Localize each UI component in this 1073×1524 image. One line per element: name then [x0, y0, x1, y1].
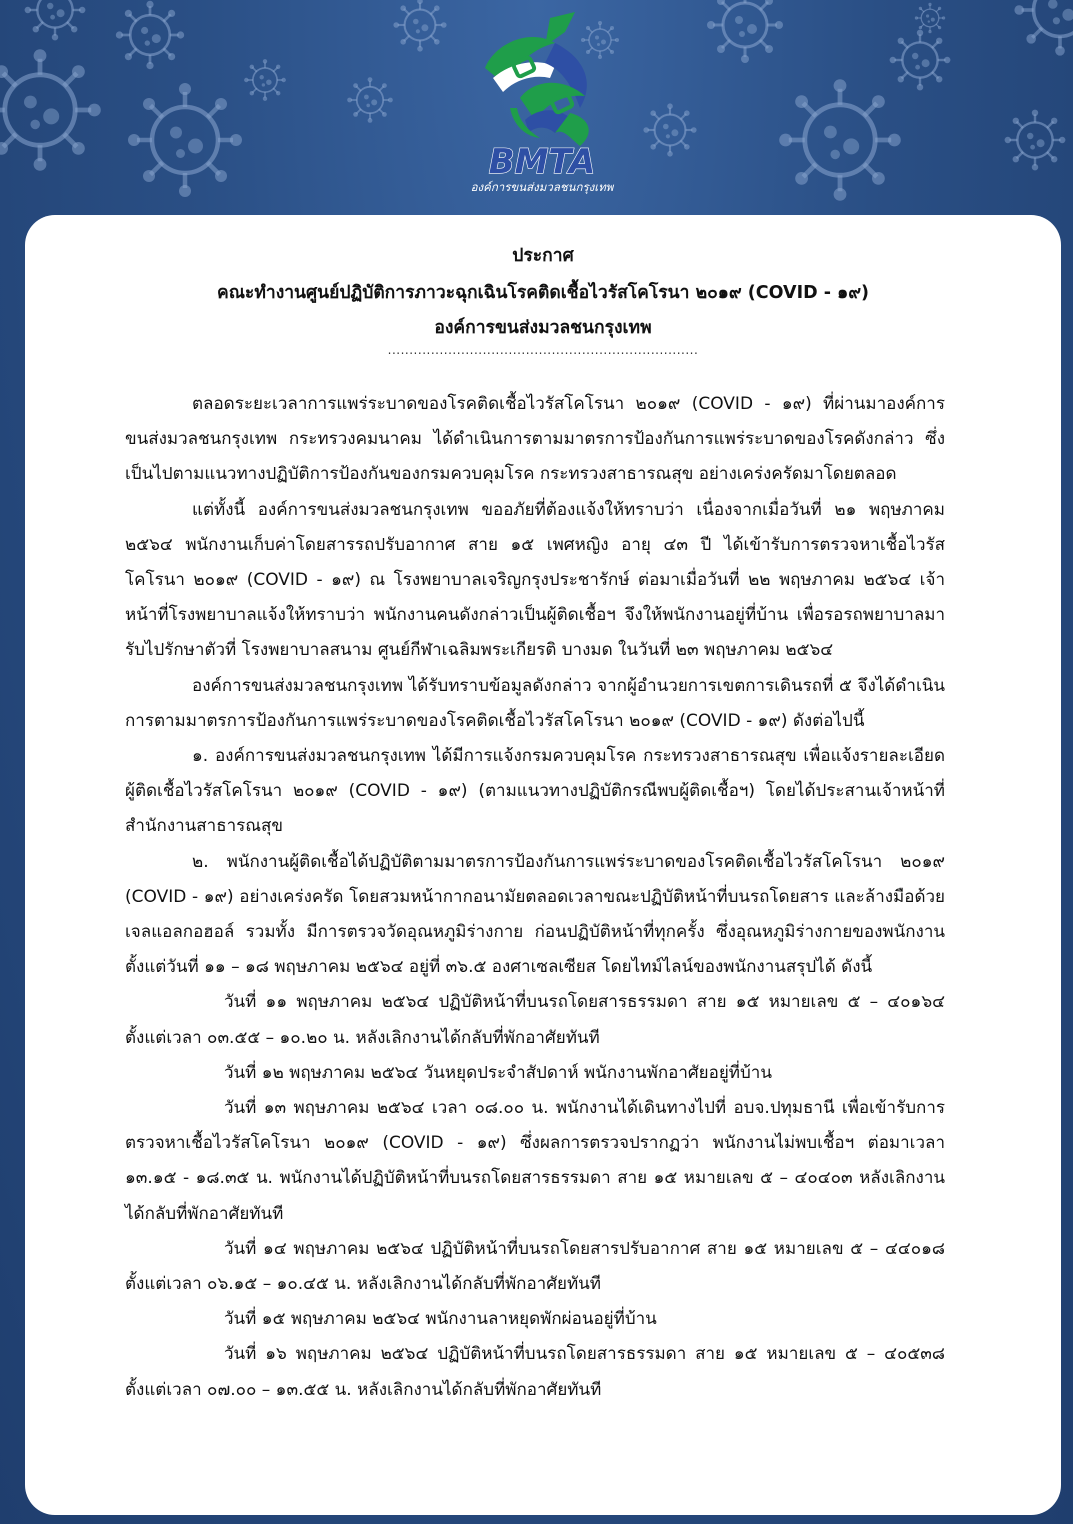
announcement-title: ประกาศ [512, 246, 574, 266]
bmta-logo-icon [455, 8, 630, 198]
timeline-item: วันที่ ๑๔ พฤษภาคม ๒๕๖๔ ปฏิบัติหน้าที่บนรถโดยสารปรับอากาศ สาย ๑๕ หมายเลข ๕ – ๔๔๐๑๘ ตั้งแต่เวลา ๐๖.๑๕ – ๑๐.๔๕ น. หลังเลิกงานได้กลับที่พักอาศัยทันที [125, 1238, 945, 1295]
paragraph: ๑. องค์การขนส่งมวลชนกรุงเทพ ได้มีการแจ้งกรมควบคุมโรค กระทรวงสาธารณสุข เพื่อแจ้งรายละเอียดผู้ติดเชื้อไวรัสโคโรนา ๒๐๑๙ (COVID - ๑๙) (ตามแนวทางปฏิบัติกรณีพบผู้ติดเชื้อฯ) โดยได้ประสานเจ้าหน้าที่สำนักงานสาธารณสุข [125, 746, 945, 837]
separator-line: ........................................................................ [387, 343, 699, 357]
paragraph: ตลอดระยะเวลาการแพร่ระบาดของโรคติดเชื้อไวรัสโคโรนา ๒๐๑๙ (COVID - ๑๙) ที่ผ่านมาองค์การขนส่งมวลชนกรุงเทพ กระทรวงคมนาคม ได้ดำเนินการตามมาตรการป้องกันการแพร่ระบาดของโรคดังกล่าว ซึ่งเป็นไปตามแนวทางปฏิบัติการป้องกันของกรมควบคุมโรค กระทรวงสาธารณสุข อย่างเคร่งครัดมาโดยตลอด [125, 394, 945, 485]
paragraph: องค์การขนส่งมวลชนกรุงเทพ ได้รับทราบข้อมูลดังกล่าว จากผู้อำนวยการเขตการเดินรถที่ ๕ จึงได้ดำเนินการตามมาตรการป้องกันการแพร่ระบาดของโรคติดเชื้อไวรัสโคโรนา ๒๐๑๙ (COVID - ๑๙) ดังต่อไปนี้ [125, 675, 945, 731]
timeline-item: วันที่ ๑๓ พฤษภาคม ๒๕๖๔ เวลา ๐๘.๐๐ น. พนักงานได้เดินทางไปที่ อบจ.ปทุมธานี เพื่อเข้ารับการตรวจหาเชื้อไวรัสโคโรนา ๒๐๑๙ (COVID - ๑๙) ซึ่งผลการตรวจปรากฏว่า พนักงานไม่พบเชื้อฯ ต่อมาเวลา ๑๓.๑๕ - ๑๘.๓๕ น. พนักงานได้ปฏิบัติหน้าที่บนรถโดยสารธรรมดา สาย ๑๕ หมายเลข ๕ – ๔๐๔๐๓ หลังเลิกงานได้กลับที่พักอาศัยทันที [125, 1098, 945, 1224]
timeline-item: วันที่ ๑๑ พฤษภาคม ๒๕๖๔ ปฏิบัติหน้าที่บนรถโดยสารธรรมดา สาย ๑๕ หมายเลข ๕ – ๔๐๑๖๔ ตั้งแต่เวลา ๐๓.๕๕ – ๑๐.๒๐ น. หลังเลิกงานได้กลับที่พักอาศัยทันที [125, 992, 945, 1048]
logo-subtitle: องค์การขนส่งมวลชนกรุงเทพ [470, 180, 614, 194]
logo-brand: BMTA [488, 142, 596, 182]
timeline-item: วันที่ ๑๒ พฤษภาคม ๒๕๖๔ วันหยุดประจำสัปดาห์ พนักงานพักอาศัยอยู่ที่บ้าน [224, 1062, 772, 1083]
timeline-item: วันที่ ๑๖ พฤษภาคม ๒๕๖๔ ปฏิบัติหน้าที่บนรถโดยสารธรรมดา สาย ๑๕ หมายเลข ๕ – ๔๐๕๓๘ ตั้งแต่เวลา ๐๗.๐๐ – ๑๓.๕๕ น. หลังเลิกงานได้กลับที่พักอาศัยทันที [125, 1344, 945, 1400]
announcement-subtitle: คณะทำงานศูนย์ปฏิบัติการภาวะฉุกเฉินโรคติดเชื้อไวรัสโคโรนา ๒๐๑๙ (COVID - ๑๙) [216, 283, 870, 303]
announcement-body [125, 387, 945, 1408]
bmta-logo [455, 8, 630, 198]
timeline-item: วันที่ ๑๕ พฤษภาคม ๒๕๖๔ พนักงานลาหยุดพักผ่อนอยู่ที่บ้าน [224, 1309, 657, 1330]
announcement-card [25, 215, 1061, 1515]
paragraph: ๒. พนักงานผู้ติดเชื้อได้ปฏิบัติตามมาตรการป้องกันการแพร่ระบาดของโรคติดเชื้อไวรัสโคโรนา ๒๐๑๙ (COVID - ๑๙) อย่างเคร่งครัด โดยสวมหน้ากากอนามัยตลอดเวลาขณะปฏิบัติหน้าที่บนรถโดยสาร และล้างมือด้วยเจลแอลกอฮอล์ รวมทั้ง มีการตรวจวัดอุณหภูมิร่างกาย ก่อนปฏิบัติหน้าที่ทุกครั้ง ซึ่งอุณหภูมิร่างกายของพนักงาน ตั้งแต่วันที่ ๑๑ – ๑๘ พฤษภาคม ๒๕๖๔ อยู่ที่ ๓๖.๕ องศาเซลเซียส โดยไทม์ไลน์ของพนักงานสรุปได้ ดังนี้ [125, 851, 945, 978]
announcement-organization: องค์การขนส่งมวลชนกรุงเทพ [434, 318, 652, 338]
paragraph: แต่ทั้งนี้ องค์การขนส่งมวลชนกรุงเทพ ขออภัยที่ต้องแจ้งให้ทราบว่า เนื่องจากเมื่อวันที่ ๒๑ พฤษภาคม ๒๕๖๔ พนักงานเก็บค่าโดยสารรถปรับอากาศ สาย ๑๕ เพศหญิง อายุ ๔๓ ปี ได้เข้ารับการตรวจหาเชื้อไวรัสโคโรนา ๒๐๑๙ (COVID - ๑๙) ณ โรงพยาบาลเจริญกรุงประชารักษ์ ต่อมาเมื่อวันที่ ๒๒ พฤษภาคม ๒๕๖๔ เจ้าหน้าที่โรงพยาบาลแจ้งให้ทราบว่า พนักงานคนดังกล่าวเป็นผู้ติดเชื้อฯ จึงให้พนักงานอยู่ที่บ้าน เพื่อรอรถพยาบาลมารับไปรักษาตัวที่ โรงพยาบาลสนาม ศูนย์กีฬาเฉลิมพระเกียรติ บางมด ในวันที่ ๒๓ พฤษภาคม ๒๕๖๔ [125, 499, 945, 661]
